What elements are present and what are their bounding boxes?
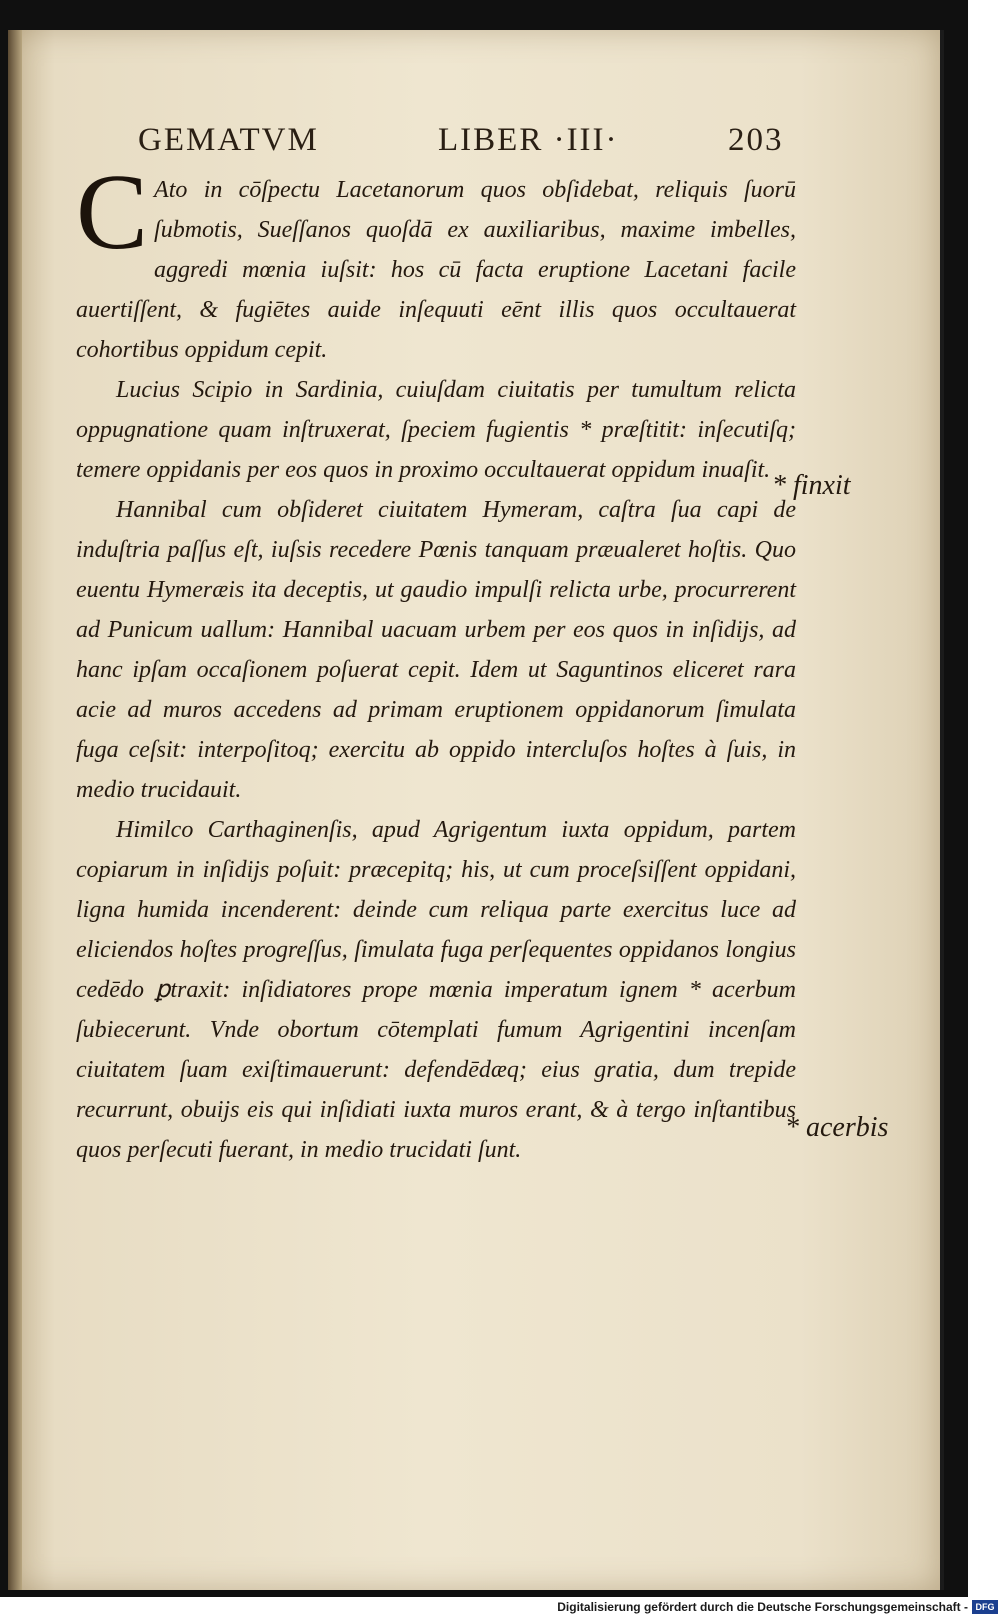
margin-note-finxit: * finxit bbox=[772, 470, 851, 501]
paragraph-text: Ato in cōſpectu Lacetanorum quos obſidebat, reliquis ſuorū ſubmotis, Sueſſanos quoſdā ex auxiliaribus, maxime imbelles, aggredi mœnia iuſsit: hos cū facta eruptione Lacetani facile auertiſſent, & fugiētes auide inſequuti eēnt illis quos occultauerat cohortibus oppidum cepit. bbox=[76, 177, 796, 363]
paragraph-text: Himilco Carthaginenſis, apud Agrigentum iuxta oppidum, partem copiarum in inſidijs poſuit: præcepitq; his, ut cum proceſsiſſent oppidani, ligna humida incenderent: deinde cum reliqua parte exercitus luce ad eliciendos hoſtes progreſſus, ſimulata fuga perſequentes oppidanos longius cedēdo ꝑtraxit: inſidiatores prope mœnia imperatum ignem * acerbum ſubiecerunt. Vnde obortum cōtemplati fumum Agrigentini incenſam ciuitatem ſuam exiſtimauerunt: defendēdæq; eius gratia, dum trepide recurrunt, obuijs eis qui inſidiati iuxta muros erant, & à tergo inſtantibus quos perſecuti fuerant, in medio trucidati ſunt. bbox=[76, 817, 796, 1163]
header-title: GEMATVM bbox=[138, 122, 319, 158]
paragraph-text: Lucius Scipio in Sardinia, cuiuſdam ciuitatis per tumultum relicta oppugnatione quam inſtruxerat, ſpeciem fugientis * præſtitit: inſecutiſq; temere oppidanis per eos quos in proximo occultauerat oppidum inuaſit. bbox=[76, 377, 796, 483]
paragraph bbox=[76, 490, 796, 810]
page-number: 203 bbox=[728, 122, 784, 158]
main-text bbox=[76, 153, 796, 1170]
paragraph-text: Hannibal cum obſideret ciuitatem Hymeram, caſtra ſua capi de induſtria paſſus eſt, iuſsis recedere Pœnis tanquam præualeret hoſtis. Quo euentu Hymeræis ita deceptis, ut gaudio impulſi relicta urbe, procurrerent ad Punicum uallum: Hannibal uacuam urbem per eos quos in inſidijs, ad hanc ipſam occaſionem poſuerat cepit. Idem ut Saguntinos eliceret rara acie ad muros accedens ad primam eruptionem oppidanorum ſimulata fuga ceſsit: interpoſitoq; exercitu ab oppido intercluſos hoſtes à ſuis, in medio trucidauit. bbox=[76, 497, 796, 803]
margin-note-acerbis: * acerbis bbox=[785, 1112, 889, 1143]
dfg-logo-icon: DFG bbox=[972, 1600, 998, 1614]
paragraph bbox=[76, 370, 796, 490]
page-spine-edge bbox=[8, 30, 22, 1590]
paragraph bbox=[76, 153, 796, 370]
header-book-number: LIBER ·III· bbox=[438, 122, 619, 158]
running-header bbox=[138, 122, 798, 162]
digitization-credit: Digitalisierung gefördert durch die Deutsche Forschungsgemeinschaft - bbox=[557, 1600, 968, 1614]
paragraph bbox=[76, 810, 796, 1170]
drop-cap-initial: C bbox=[76, 153, 149, 272]
